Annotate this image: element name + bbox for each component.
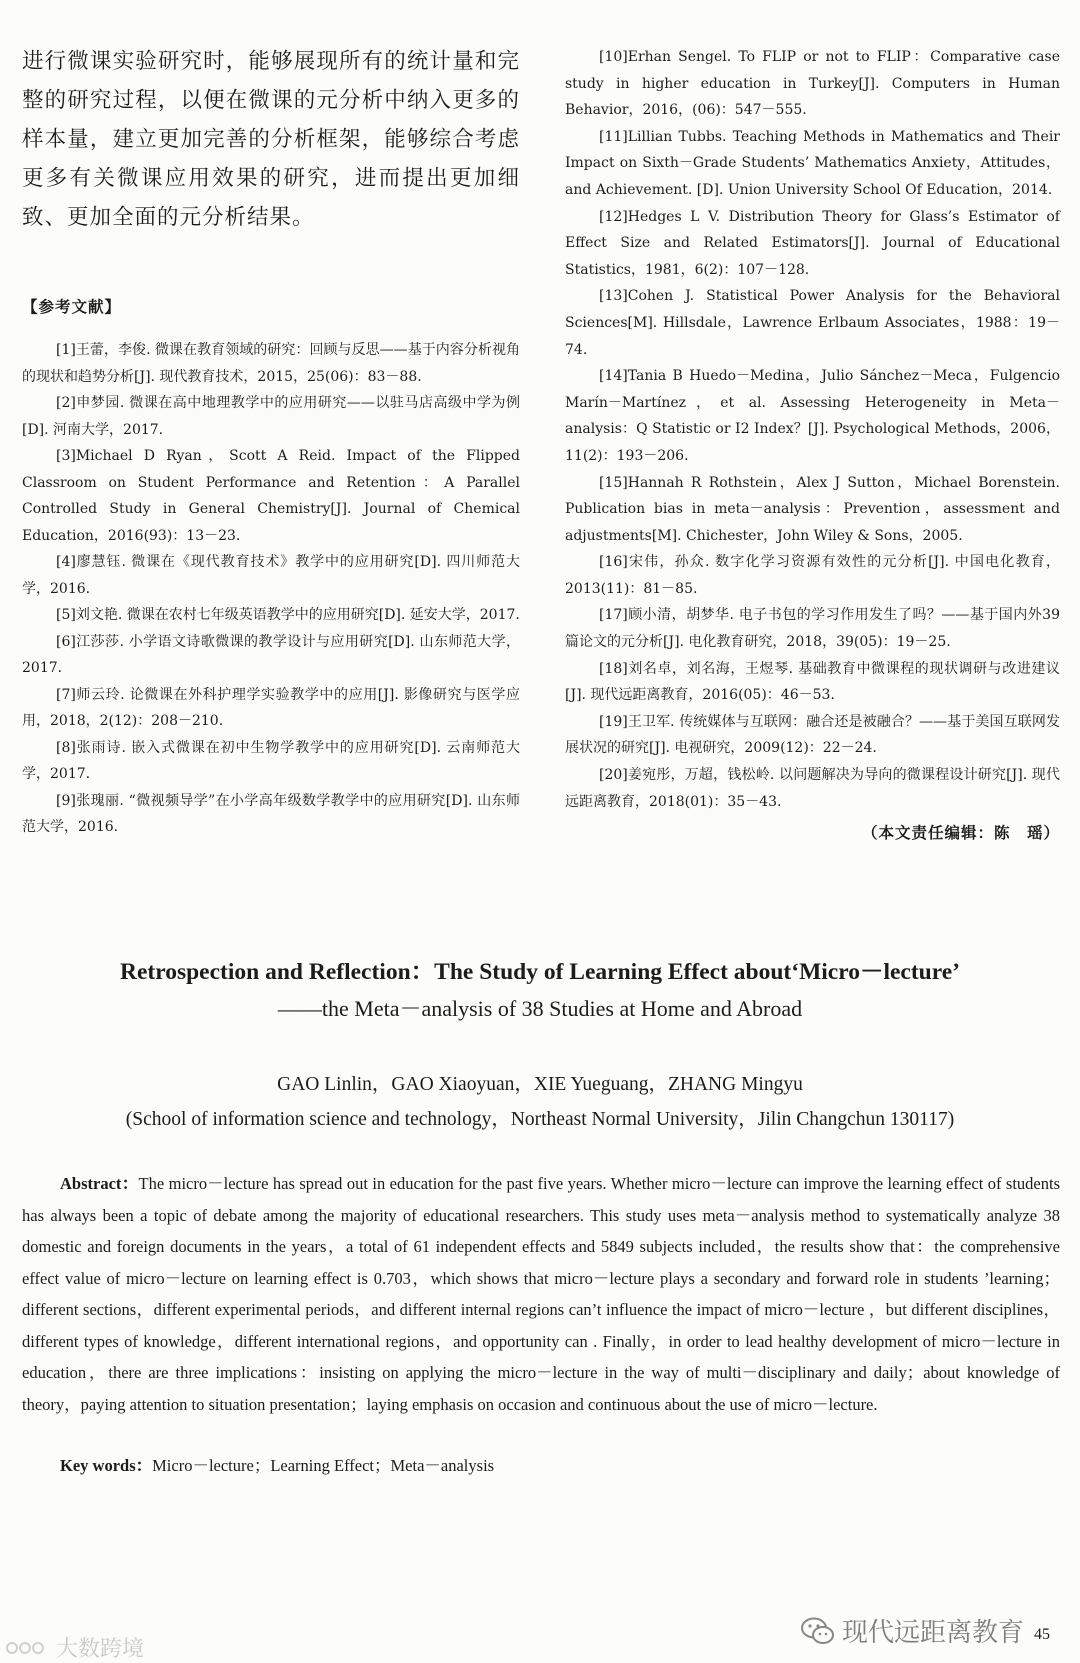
abstract-text: The micro－lecture has spread out in education for the past five years. Whether micro－lecture can improve the learning effect of students has always been a topic of debate among the majority of educational researchers. This study uses meta－analysis method to systematically analyze 38 domestic and foreign documents in the years，a total of 61 independent effects and 5849 subjects included，the results show that：the comprehensive effect value of micro－lecture on learning effect is 0.703，which shows that micro－lecture plays a secondary and forward role in students ’learning；different sections，different experimental periods，and different internal regions can’t influence the impact of micro－lecture ，but different disciplines，different types of knowledge，different international regions，and opportunity can . Finally，in order to lead healthy development of micro－lecture in education，there are three implications：insisting on applying the micro－lecture in the way of multi－disciplinary and daily；about knowledge of theory，paying attention to situation presentation；laying emphasis on occasion and continuous about the use of micro－lecture.	[22, 1174, 1060, 1414]
wechat-account-watermark	[800, 1612, 1024, 1649]
english-affiliation: (School of information science and technology，Northeast Normal University，Jilin Changchun 130117)	[125, 1109, 955, 1130]
english-authors: GAO Linlin，GAO Xiaoyuan，XIE Yueguang，ZHANG Mingyu	[277, 1074, 803, 1095]
intro-paragraph: 进行微课实验研究时，能够展现所有的统计量和完整的研究过程，以便在微课的元分析中纳入更多的样本量，建立更加完善的分析框架，能够综合考虑更多有关微课应用效果的研究，进而提出更加细致、更加全面的元分析结果。	[22, 49, 520, 230]
wechat-account-name: 现代远距离教育	[842, 1618, 1025, 1648]
editor-note: （本文责任编辑：陈 瑶）	[861, 824, 1060, 843]
reference-item: [15]Hannah R Rothstein，Alex J Sutton，Michael Borenstein. Publication bias in meta－analysis：Prevention，assessment and adjustments[M]. Chichester，John Wiley & Sons，2005.	[565, 474, 1060, 544]
reference-item: [9]张瑰丽. “微视频导学”在小学高年级数学教学中的应用研究[D]. 山东师范大学，2016.	[22, 792, 520, 835]
reference-item: [8]张雨诗. 嵌入式微课在初中生物学教学中的应用研究[D]. 云南师范大学，2017.	[22, 739, 520, 782]
abstract-label: Abstract：	[60, 1174, 139, 1193]
english-abstract	[22, 1168, 1060, 1420]
right-column	[565, 44, 1060, 843]
english-title: Retrospection and Reflection：The Study of Learning Effect about‘Micro－lecture’	[119, 959, 961, 985]
watermark-logo-icon	[4, 1637, 50, 1659]
reference-item: [19]王卫军. 传统媒体与互联网：融合还是被融合？——基于美国互联网发展状况的研究[J]. 电视研究，2009(12)：22－24.	[565, 713, 1060, 757]
reference-item: [18]刘名卓，刘名海，王煜琴. 基础教育中微课程的现状调研与改进建议[J]. 现代远距离教育，2016(05)：46－53.	[565, 660, 1060, 704]
references-list-left	[22, 337, 520, 841]
wechat-icon	[800, 1616, 836, 1646]
references-heading: 【参考文献】	[22, 298, 122, 316]
watermark-text: 大数跨境	[56, 1637, 145, 1662]
reference-item: [16]宋伟，孙众. 数字化学习资源有效性的元分析[J]. 中国电化教育，2013(11)：81－85.	[565, 554, 1060, 597]
reference-item: [5]刘文艳. 微课在农村七年级英语教学中的应用研究[D]. 延安大学，2017.	[56, 607, 520, 623]
reference-item: [14]Tania B Huedo－Medina，Julio Sánchez－Meca，Fulgencio Marín－Martínez，et al. Assessing Heterogeneity in Meta－analysis：Q Statistic or I2 Index？[J]. Psychological Methods，2006，11(2)：193－206.	[565, 368, 1060, 464]
reference-item: [10]Erhan Sengel. To FLIP or not to FLIP：Comparative case study in higher education in Turkey[J]. Computers in Human Behavior，2016，(06)：547－555.	[565, 49, 1060, 119]
keywords-text: Micro－lecture；Learning Effect；Meta－analysis	[152, 1456, 495, 1475]
reference-item: [20]姜宛彤，万超，钱松岭. 以问题解决为导向的微课程设计研究[J]. 现代远距离教育，2018(01)：35－43.	[565, 767, 1060, 810]
reference-item: [13]Cohen J. Statistical Power Analysis for the Behavioral Sciences[M]. Hillsdale，Lawrence Erlbaum Associates，1988：19－74.	[565, 288, 1060, 358]
page-number: 45	[1034, 1626, 1050, 1643]
reference-item: [4]廖慧钰. 微课在《现代教育技术》教学中的应用研究[D]. 四川师范大学，2016.	[22, 554, 520, 597]
reference-item: [12]Hedges L V. Distribution Theory for Glass’s Estimator of Effect Size and Related Estimators[J]. Journal of Educational Statistics，1981，6(2)：107－128.	[565, 208, 1060, 278]
left-column	[22, 42, 520, 841]
reference-item: [2]申梦园. 微课在高中地理教学中的应用研究——以驻马店高级中学为例[D]. 河南大学，2017.	[22, 395, 520, 438]
keywords-label: Key words：	[60, 1456, 153, 1475]
english-subtitle: ——the Meta－analysis of 38 Studies at Home and Abroad	[277, 996, 803, 1021]
english-keywords	[22, 1450, 1060, 1481]
reference-item: [7]师云玲. 论微课在外科护理学实验教学中的应用[J]. 影像研究与医学应用，2018，2(12)：208－210.	[22, 686, 520, 729]
corner-watermark	[4, 1632, 144, 1663]
reference-item: [1]王蕾，李俊. 微课在教育领域的研究：回顾与反思——基于内容分析视角的现状和趋势分析[J]. 现代教育技术，2015，25(06)：83－88.	[22, 342, 520, 385]
reference-item: [3]Michael D Ryan，Scott A Reid. Impact of the Flipped Classroom on Student Performance and Retention：A Parallel Controlled Study in General Chemistry[J]. Journal of Chemical Education，2016(93)：13－23.	[22, 448, 520, 544]
reference-item: [6]江莎莎. 小学语文诗歌微课的教学设计与应用研究[D]. 山东师范大学，2017.	[22, 633, 520, 676]
reference-item: [11]Lillian Tubbs. Teaching Methods in Mathematics and Their Impact on Sixth－Grade Students’ Mathematics Anxiety，Attitudes，and Achievement. [D]. Union University School Of Education，2014.	[565, 128, 1060, 198]
reference-item: [17]顾小清，胡梦华. 电子书包的学习作用发生了吗？——基于国内外39篇论文的元分析[J]. 电化教育研究，2018，39(05)：19－25.	[565, 607, 1060, 651]
